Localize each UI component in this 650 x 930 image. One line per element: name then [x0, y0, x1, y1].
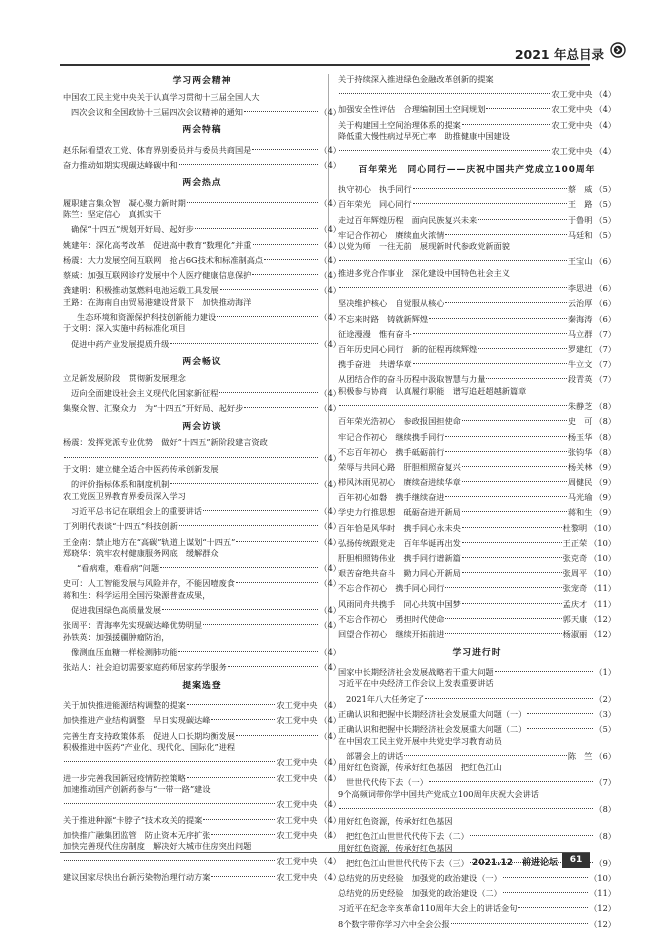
toc-entry[interactable]: 不忘合作初心 携手同心同行 张宠奇 （11）: [338, 580, 616, 595]
header-rule: [60, 64, 590, 66]
page-ref: （5）: [594, 184, 616, 195]
page-ref: （6）: [594, 256, 616, 267]
study-list: [338, 663, 616, 930]
page-ref: （9）: [594, 492, 616, 503]
toc-entry[interactable]: 农工党中央 （4）: [338, 143, 616, 158]
toc-entry[interactable]: 关于持续深入推进绿色金融改革创新的提案: [338, 74, 494, 84]
toc-entry[interactable]: 农工党中央 （4）: [63, 754, 341, 769]
author-name: 马廷和: [567, 229, 593, 240]
author-name: 云治厚: [567, 298, 593, 309]
page-ref: （9）: [594, 477, 616, 488]
author-name: 王正荣: [562, 537, 588, 548]
page-ref: （2）: [594, 693, 616, 704]
page-ref: （8）: [594, 401, 616, 412]
toc-entry[interactable]: 习近平在纪念辛亥革命110周年大会上的讲话金句 （12）: [338, 900, 616, 915]
page-ref: （7）: [594, 328, 616, 339]
toc-entry[interactable]: 农工党中央 （4）: [338, 86, 616, 101]
toc-entry[interactable]: 王金南：禁止地方在“高碳”轨道上谋划“十四五” （4）: [63, 533, 341, 548]
toc-entry[interactable]: 正确认识和把握中长期经济社会发展重大问题（一） （3）: [338, 705, 616, 720]
toc-entry[interactable]: 坚决维护核心 自觉服从核心 云治厚 （6）: [338, 295, 616, 310]
author-name: 于鲁明: [567, 214, 593, 225]
toc-entry[interactable]: 加快推进产业结构调整 早日实现碳达峰 农工党中央 （4）: [63, 712, 341, 727]
toc-entry[interactable]: 史可：人工智能发展与风险并存，不能因噎废食 （4）: [63, 575, 341, 590]
toc-entry[interactable]: 生态环境和资源保护科技创新能力建设 （4）: [63, 308, 341, 323]
toc-entry[interactable]: 习近平在中央经济工作会议上发表重要讲话: [338, 678, 494, 689]
toc-entry[interactable]: 不忘合作初心 勇担时代使命 郭天康 （12）: [338, 610, 616, 625]
toc-entry[interactable]: 王路：在海南自由贸易港建设背景下 加快推动海洋: [63, 296, 252, 307]
toc-entry[interactable]: [338, 801, 616, 816]
toc-entry[interactable]: 国家中长期经济社会发展战略若干重大问题 （1）: [338, 663, 616, 678]
toc-entry[interactable]: 用好红色资源，传承好红色基因 把红色江山: [338, 762, 502, 773]
toc-entry[interactable]: 回望合作初心 继续开拓前进 杨淑丽 （12）: [338, 625, 616, 640]
toc-entry[interactable]: 部署会上的讲话 陈 竺 （6）: [338, 747, 616, 762]
toc-entry[interactable]: 正确认识和把握中长期经济社会发展重大问题（二） （5）: [338, 720, 616, 735]
toc-entry[interactable]: 履职建言集众智 凝心聚力新时期 （4）: [63, 194, 341, 209]
section-title: 两会畅议: [182, 357, 222, 368]
page-ref: （12）: [589, 613, 616, 624]
toc-entry[interactable]: 加强安全性评估 合理编制国土空间规划 农工党中央 （4）: [338, 101, 616, 116]
author-name: 周健民: [567, 477, 593, 488]
author-name: 牛立文: [567, 359, 593, 370]
toc-entry[interactable]: 以党为师 一往无前 展现新时代参政党新面貌: [338, 241, 510, 252]
author-name: 郭天康: [562, 613, 588, 624]
toc-entry[interactable]: 把红色江山世世代代传下去（二） （8）: [338, 827, 616, 842]
page-ref: （6）: [594, 750, 616, 761]
toc-entry[interactable]: 赵乐际看望农工党、体育界别委员并与委员共商国是 （4）: [63, 141, 341, 156]
toc-entry[interactable]: 把红色江山世世代代传下去（三） （9）: [338, 854, 616, 869]
page-ref: （8）: [594, 446, 616, 457]
page-ref: （7）: [594, 777, 616, 788]
toc-entry[interactable]: 征途漫漫 惟有奋斗 马立群 （7）: [338, 325, 616, 340]
toc-entry[interactable]: 加快完善现代住房制度 解决好大城市住房突出问题: [63, 841, 252, 852]
toc-entry[interactable]: 立足新发展阶段 贯彻新发展理念: [63, 372, 186, 383]
toc-entry[interactable]: 孙铁英：加强援疆肿瘤防治，: [63, 632, 170, 643]
toc-entry[interactable]: 建议国家尽快出台新污染物治理行动方案 农工党中央 （4）: [63, 868, 341, 883]
author-name: 罗建红: [567, 344, 593, 354]
toc-entry[interactable]: [338, 280, 616, 295]
author-name: 李思进: [567, 283, 593, 294]
toc-entry[interactable]: 于文明：深入实施中药标准化项目: [63, 323, 186, 334]
page-ref: （12）: [589, 918, 616, 929]
toc-entry[interactable]: 完善生育支持政策体系 促进人口长期均衡发展 （4）: [63, 727, 341, 742]
toc-entry[interactable]: 百年历史同心同行 新的征程再续辉煌 罗建红 （7）: [338, 340, 616, 355]
toc-entry[interactable]: 张站人：社会迫切需要家庭药师居家药学服务 （4）: [63, 659, 341, 674]
toc-entry[interactable]: 关于构建国土空间治理体系的提案 农工党中央 （4）: [338, 116, 616, 131]
page-ref: （10）: [589, 553, 616, 564]
page-header: [0, 0, 650, 70]
author-name: 杨淑丽: [562, 628, 588, 639]
toc-entry[interactable]: 不忘百年初心 携手砥砺前行 张钧华 （8）: [338, 443, 616, 458]
section-title: 提案选登: [182, 681, 222, 691]
footer-issue: 2021.12 前进论坛: [472, 858, 558, 868]
author-name: 蒋和生: [567, 507, 593, 518]
toc-entry[interactable]: 积极参与协商 认真履行职能 谱写追赶超越新篇章: [338, 385, 527, 396]
toc-entry[interactable]: 荣辱与共同心路 肝胆相照奋复兴 杨关林 （9）: [338, 458, 616, 473]
toc-entry[interactable]: 百年恰是风华时 携手同心永未央 杜黎明 （10）: [338, 519, 616, 534]
page-ref: （5）: [594, 723, 616, 734]
page-ref: （10）: [589, 522, 616, 533]
toc-entry[interactable]: 用好红色资源，传承好红色基因: [338, 815, 453, 826]
page-ref: （5）: [594, 199, 616, 210]
centennial-list: [338, 181, 616, 641]
toc-entry[interactable]: 百年荣光浩初心 参政报国担使命 史 可 （8）: [338, 413, 616, 428]
toc-entry[interactable]: 肝胆相照铸伟业 携手同行谱新篇 张克奇 （10）: [338, 549, 616, 564]
toc-entry[interactable]: 风雨同舟共携手 同心共筑中国梦 孟庆才 （11）: [338, 595, 616, 610]
toc-entry[interactable]: 加快推广融集团监管 防止资本无序扩张 农工党中央 （4）: [63, 826, 341, 841]
toc-entry[interactable]: 执守初心 执手同行 蔡 威 （5）: [338, 181, 616, 196]
toc-entry[interactable]: 于文明：建立健全适合中医药传承创新发展: [63, 464, 219, 475]
author-name: 段青英: [567, 374, 593, 385]
toc-entry[interactable]: 加速推动国产创新药参与“一带一路”建设: [63, 784, 211, 795]
author-name: 朱静芝: [567, 401, 593, 412]
toc-entry[interactable]: 蒋和生：科学运用全国污染源普查成果，: [63, 590, 211, 601]
toc-entry[interactable]: 郑晓华：筑牢农村健康服务网底 缓解群众: [63, 548, 219, 559]
toc-entry[interactable]: 学史力行推思想 砥砺奋进开新局 蒋和生 （9）: [338, 504, 616, 519]
toc-entry[interactable]: 总结党的历史经验 加强党的政治建设（二） （11）: [338, 885, 616, 900]
toc-entry[interactable]: 促进中药产业发展提质升级 （4）: [63, 335, 341, 350]
toc-entry[interactable]: （4）: [63, 449, 341, 464]
toc-entry[interactable]: 蔡威：加强互联网诊疗发展中个人医疗健康信息保护 （4）: [63, 266, 341, 281]
toc-entry[interactable]: 走过百年辉煌历程 面向民族复兴未来 于鲁明 （5）: [338, 211, 616, 226]
toc-entry[interactable]: 像测血压血糖一样检测肺功能 （4）: [63, 644, 341, 659]
page-ref: （8）: [594, 831, 616, 842]
toc-entry[interactable]: 进一步完善我国新冠疫情防控策略 农工党中央 （4）: [63, 769, 341, 784]
toc-entry[interactable]: 牢记合作初心 继续携手同行 杨玉华 （8）: [338, 428, 616, 443]
toc-entry[interactable]: 降低重大慢性病过早死亡率 助推健康中国建设: [338, 131, 510, 142]
page-ref: （6）: [594, 283, 616, 294]
toc-entry[interactable]: 百年荣光 同心同行 王 路 （5）: [338, 196, 616, 211]
page-ref: （9）: [594, 857, 616, 868]
toc-entry[interactable]: 丁列明代表谈“十四五”科技创新 （4）: [63, 518, 341, 533]
page-ref: （5）: [594, 214, 616, 225]
toc-entry[interactable]: 总结党的历史经验 加强党的政治建设（一） （10）: [338, 869, 616, 884]
toc-entry[interactable]: 促进我国绿色高质量发展 （4）: [63, 602, 341, 617]
left-column: [63, 74, 341, 883]
page-ref: （8）: [594, 416, 616, 427]
toc-entry[interactable]: 世世代代传下去（一） （7）: [338, 774, 616, 789]
page-ref: （11）: [589, 598, 616, 609]
toc-entry[interactable]: 8个数字带你学习六中全会公报 （12）: [338, 915, 616, 930]
toc-entry[interactable]: 牢记合作初心 赓续血火浓情 马廷和 （5）: [338, 226, 616, 241]
toc-entry[interactable]: 弘扬传统跟党走 百年华诞再出发 王正荣 （10）: [338, 534, 616, 549]
page-ref: （7）: [594, 374, 616, 385]
page-ref: （12）: [589, 628, 616, 639]
page-ref: （7）: [594, 344, 616, 354]
toc-entry[interactable]: 积极推进中医药“产业化、现代化、国际化”进程: [63, 742, 236, 753]
author-name: 陈 竺: [567, 750, 593, 761]
page-ref: （9）: [594, 507, 616, 518]
author-name: 张克奇: [562, 553, 588, 564]
toc-entry[interactable]: 陈竺：坚定信心 真抓实干: [63, 209, 162, 220]
author-name: 王宝山: [567, 256, 593, 267]
page-ref: （9）: [594, 461, 616, 472]
arrow-circle-icon: [610, 42, 626, 58]
toc-entry[interactable]: [338, 398, 616, 413]
page-ref: （10）: [589, 873, 616, 883]
toc-entry[interactable]: 杨震：大力发展空间互联网 抢占6G技术和标准制高点 （4）: [63, 251, 341, 266]
toc-entry[interactable]: 推进多党合作事业 深化建设中国特色社会主义: [338, 268, 510, 279]
page-ref: （3）: [594, 708, 616, 719]
page-ref: （11）: [589, 888, 616, 899]
toc-entry[interactable]: 习近平总书记在联组会上的重要讲话 （4）: [63, 503, 341, 518]
toc-entry[interactable]: 9个高频词带你学中国共产党成立100周年庆祝大会讲话: [338, 789, 539, 800]
page-ref: （1）: [594, 666, 616, 677]
author-name: 杨玉华: [567, 431, 593, 442]
toc-entry[interactable]: 农工党中央 （4）: [63, 853, 341, 868]
toc-entry[interactable]: 用好红色资源，传承好红色基因: [338, 842, 453, 853]
toc-entry[interactable]: 在中国农工民主党开展中共党史学习教育动员: [338, 735, 502, 746]
page-number: 61: [562, 853, 590, 868]
page-ref: （6）: [594, 298, 616, 309]
toc-entry[interactable]: 奋力推动如期实现碳达峰碳中和 （4）: [63, 156, 341, 171]
toc-entry[interactable]: 张周平：青海率先实现碳达峰优势明显 （4）: [63, 617, 341, 632]
page-ref: （10）: [589, 537, 616, 548]
author-name: 杜黎明: [562, 522, 588, 533]
toc-entry[interactable]: 艰苦奋绝共奋斗 勤力同心开新局 张周平 （10）: [338, 565, 616, 580]
page-ref: （5）: [594, 229, 616, 240]
page-ref: （12）: [589, 903, 616, 914]
page-ref: （7）: [594, 359, 616, 370]
page-ref: （8）: [594, 804, 616, 815]
toc-entry[interactable]: 的评价指标体系和制度机制 （4）: [63, 476, 341, 491]
toc-entry[interactable]: 栉风沐雨见初心 赓续奋进续华章 周健民 （9）: [338, 474, 616, 489]
page-ref: （6）: [594, 313, 616, 324]
right-column: [338, 74, 616, 930]
section-title: 两会热点: [182, 178, 222, 189]
toc-entry[interactable]: 农工党医卫界教育界委员深入学习: [63, 490, 186, 501]
author-name: 张钧华: [567, 446, 593, 457]
page-footer: [0, 840, 650, 870]
toc-entry[interactable]: [338, 253, 616, 268]
section-title: 学习进行时: [452, 647, 502, 658]
toc-entry[interactable]: 农工党中央 （4）: [63, 796, 341, 811]
section-title: 两会特稿: [182, 125, 222, 136]
toc-entry[interactable]: 确保“十四五”规划开好局、起好步 （4）: [63, 221, 341, 236]
author-name: 马光瑜: [567, 492, 593, 503]
page-ref: （8）: [594, 431, 616, 442]
toc-entry[interactable]: 迈向全面建设社会主义现代化国家新征程 （4）: [63, 384, 341, 399]
toc-entry[interactable]: 姚建年：深化高考改革 促进高中教育“数理化”并重 （4）: [63, 236, 341, 251]
author-name: 张周平: [562, 568, 588, 579]
author-name: 孟庆才: [562, 598, 588, 609]
author-name: 蔡 威: [567, 184, 593, 195]
section-title: 两会访谈: [182, 421, 222, 432]
toc-entry[interactable]: 四次会议和全国政协十三届四次会议精神的通知 （4）: [63, 103, 341, 118]
section-title: 百年荣光 同心同行——庆祝中国共产党成立100周年: [358, 164, 596, 175]
author-name: 杨关林: [567, 461, 593, 472]
author-name: 马立群: [567, 328, 593, 339]
author-name: 史 可: [567, 416, 593, 427]
toc-entry[interactable]: 中国农工民主党中央关于认真学习贯彻十三届全国人大: [63, 91, 260, 102]
page-ref: （11）: [589, 583, 616, 594]
toc-entry[interactable]: 龚建明：积极推动氢燃料电池运载工具发展 （4）: [63, 281, 341, 296]
header-title: 2021 年总目录: [514, 47, 604, 62]
toc-entry[interactable]: “看病难，难看病”问题 （4）: [63, 560, 341, 575]
page-ref: （10）: [589, 568, 616, 579]
toc-entry[interactable]: 杨震：发挥党派专业优势 做好“十四五”新阶段建言资政: [63, 437, 268, 448]
author-name: 王 路: [567, 199, 593, 210]
author-name: 秦海涛: [567, 313, 593, 324]
toc-entry[interactable]: 携手奋进 共谱华章 牛立文 （7）: [338, 356, 616, 371]
section-title: 学习两会精神: [172, 76, 232, 86]
toc-entry[interactable]: 关于加快推进能源结构调整的提案 农工党中央 （4）: [63, 697, 341, 712]
toc-entry[interactable]: 百年初心如磐 携手继续奋进 马光瑜 （9）: [338, 489, 616, 504]
toc-entry[interactable]: 2021年八大任务定了 （2）: [338, 690, 616, 705]
toc-entry[interactable]: 关于推进种源“卡脖子”技术攻关的提案 农工党中央 （4）: [63, 811, 341, 826]
author-name: 张宠奇: [562, 583, 588, 594]
toc-entry[interactable]: 从团结合作的奋斗历程中汲取智慧与力量 段青英 （7）: [338, 371, 616, 386]
toc-entry[interactable]: 集聚众智、汇聚众力 为“十四五”开好局、起好步 （4）: [63, 400, 341, 415]
toc-entry[interactable]: 不忘来时路 铸就新辉煌 秦海涛 （6）: [338, 310, 616, 325]
footer-rule: [60, 852, 590, 853]
